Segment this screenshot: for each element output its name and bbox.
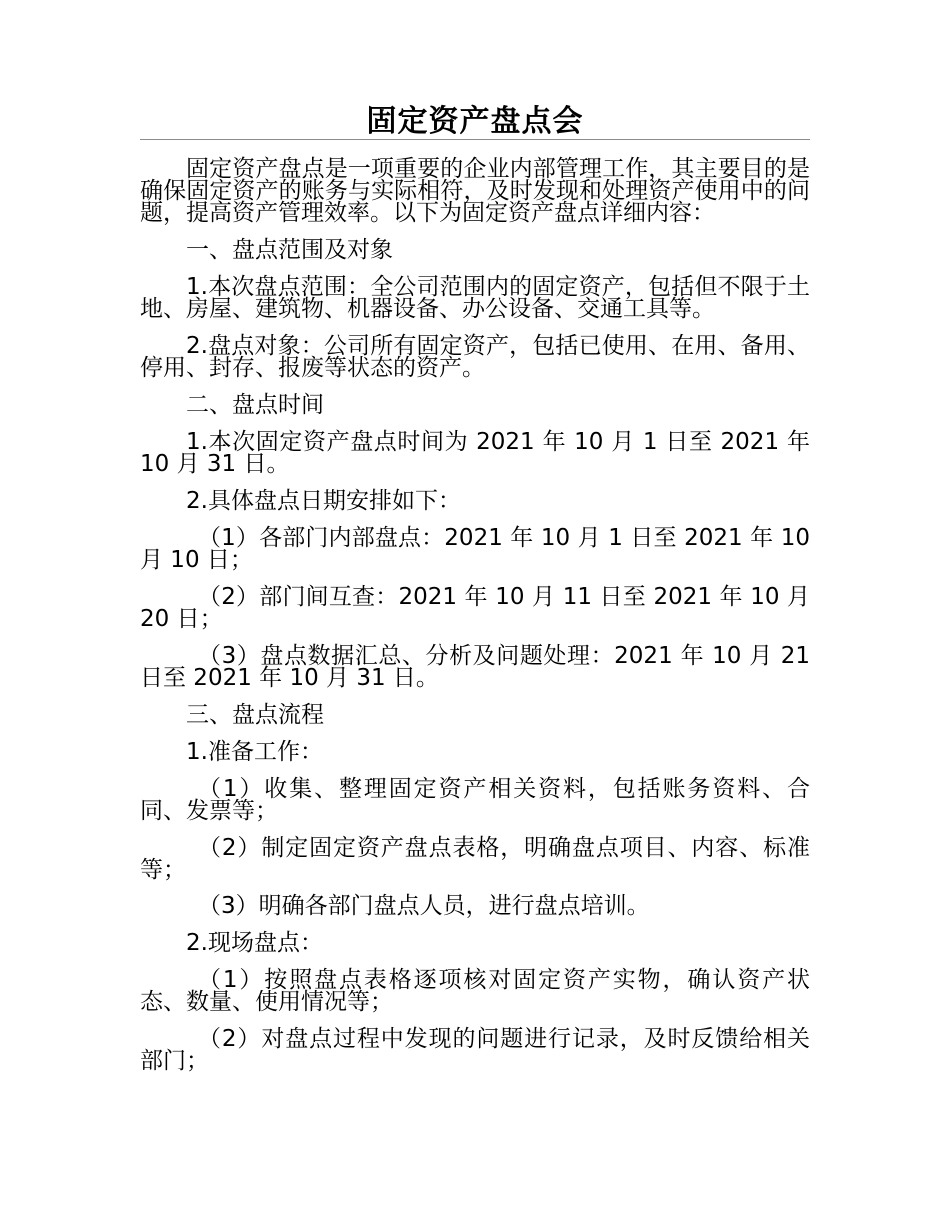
section-heading-time: 二、盘点时间 — [186, 392, 324, 418]
paragraph-schedule-intro: 2.具体盘点日期安排如下： — [186, 488, 461, 514]
paragraph-scope-object: 2.盘点对象：公司所有固定资产，包括已使用、在用、备用、停用、封存、报废等状态的资产。 — [140, 333, 810, 381]
onsite-item-1: （1）按照盘点表格逐项核对固定资产实物，确认资产状态、数量、使用情况等； — [140, 967, 810, 1015]
preparation-item-1: （1）收集、整理固定资产相关资料，包括账务资料、合同、发票等； — [140, 776, 810, 824]
preparation-item-3: （3）明确各部门盘点人员，进行盘点培训。 — [198, 893, 650, 919]
onsite-item-2: （2）对盘点过程中发现的问题进行记录，及时反馈给相关部门； — [140, 1026, 810, 1074]
preparation-item-2: （2）制定固定资产盘点表格，明确盘点项目、内容、标准等； — [140, 835, 810, 883]
document-title: 固定资产盘点会 — [366, 104, 584, 139]
schedule-item-3: （3）盘点数据汇总、分析及问题处理：2021 年 10 月 21 日至 2021 年 10 月 31 日。 — [140, 643, 810, 691]
document-body — [140, 158, 810, 1072]
schedule-item-1: （1）各部门内部盘点：2021 年 10 月 1 日至 2021 年 10 月 10 日； — [140, 525, 810, 573]
intro-paragraph: 固定资产盘点是一项重要的企业内部管理工作，其主要目的是确保固定资产的账务与实际相符，及时发现和处理资产使用中的问题，提高资产管理效率。以下为固定资产盘点详细内容： — [140, 156, 810, 226]
paragraph-preparation: 1.准备工作： — [186, 739, 323, 765]
title-underline — [140, 139, 810, 140]
section-heading-process: 三、盘点流程 — [186, 702, 324, 728]
paragraph-time-range: 1.本次固定资产盘点时间为 2021 年 10 月 1 日至 2021 年 10 月 31 日。 — [140, 429, 810, 477]
paragraph-onsite: 2.现场盘点： — [186, 930, 323, 956]
schedule-item-2: （2）部门间互查：2021 年 10 月 11 日至 2021 年 10 月 20 日； — [140, 584, 810, 632]
paragraph-scope-range: 1.本次盘点范围：全公司范围内的固定资产，包括但不限于土地、房屋、建筑物、机器设备、办公设备、交通工具等。 — [140, 274, 810, 322]
section-heading-scope: 一、盘点范围及对象 — [186, 237, 393, 263]
